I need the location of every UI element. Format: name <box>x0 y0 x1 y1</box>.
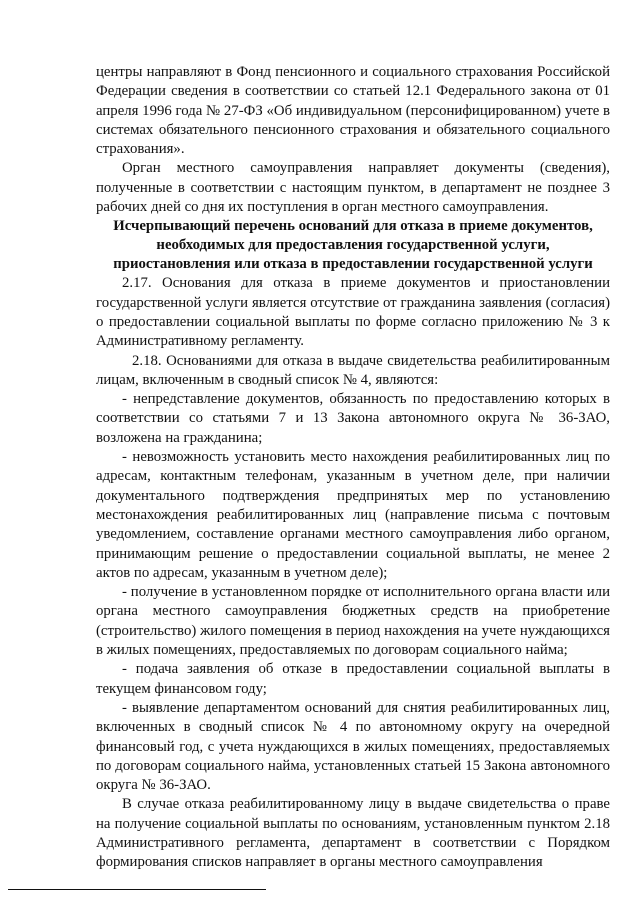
list-item-location: - невозможность установить место нахождения реабилитированных лиц по адресам, контактным телефонам, указанным в учетном деле, при наличии документального подтверждения предпринятых мер по установлению местонахождения реабилитированных лиц (направление письма с почтовым уведомлением, составление органами местного самоуправления либо органом, принимающим решение о предоставлении социальной выплаты, не менее 2 актов по адресам, указанным в учетном деле); <box>96 449 610 581</box>
list-item-budget-funds: - получение в установленном порядке от исполнительного органа власти или органа местного самоуправления бюджетных средств на приобретение (строительство) жилого помещения в период нахождения на учете нуждающихся в жилых помещениях, предоставляемых по договорам социального найма; <box>96 584 610 659</box>
list-item-deregistration: - выявление департаментом оснований для снятия реабилитированных лиц, включенных в сводный список № 4 по автономному округу на очередной финансовый год, с учета нуждающихся в жилых помещениях, предоставляемых по договорам социального найма, установленных статьей 15 Закона автономного округа № 36-ЗАО. <box>96 699 610 794</box>
paragraph-continuation: центры направляют в Фонд пенсионного и социального страхования Российской Федерации сведения в соответствии со статьей 12.1 Федерального закона от 01 апреля 1996 года № 27-ФЗ «Об индивидуальном (персонифицированном) учете в системах обязательного пенсионного страхования и обязательного социального страхования». <box>96 64 610 158</box>
paragraph-local-authority: Орган местного самоуправления направляет документы (сведения), полученные в соответствии с настоящим пунктом, в департамент не позднее 3 рабочих дней со дня их поступления в орган местного самоуправления. <box>96 160 610 216</box>
clause-2-17: 2.17. Основания для отказа в приеме документов и приостановлении государственной услуги является отсутствие от гражданина заявления (согласия) о предоставлении социальной выплаты по форме согласно приложению № 3 к Административному регламенту. <box>96 275 610 350</box>
footnote-divider <box>8 889 266 890</box>
paragraph-refusal-procedure: В случае отказа реабилитированному лицу в выдаче свидетельства о праве на получение социальной выплаты по основаниям, установленным пунктом 2.18 Административного регламента, департамент в соответствии с Порядком формирования списков направляет в органы местного самоуправления <box>96 796 610 871</box>
clause-2-18: 2.18. Основаниями для отказа в выдаче свидетельства реабилитированным лицам, включенным в сводный список № 4, являются: <box>96 352 610 388</box>
list-item-documents: - непредставление документов, обязанность по предоставлению которых в соответствии со статьями 7 и 13 Закона автономного округа № 36-ЗАО, возложена на гражданина; <box>96 391 610 446</box>
section-heading: Исчерпывающий перечень оснований для отказа в приеме документов, необходимых для предоставления государственной услуги, приостановления или отказа в предоставлении государственной услуги <box>113 218 593 273</box>
list-item-refusal-application: - подача заявления об отказе в предоставлении социальной выплаты в текущем финансовом году; <box>96 661 610 697</box>
